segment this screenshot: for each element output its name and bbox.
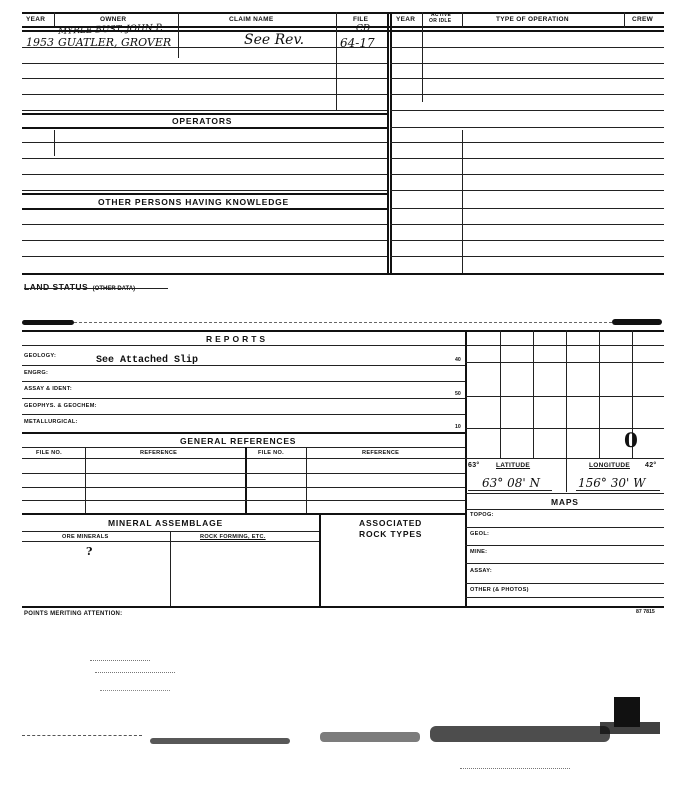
others-knowledge-label: OTHER PERSONS HAVING KNOWLEDGE [98, 197, 290, 207]
col-file-header: FILE [353, 16, 369, 23]
col-active-header-1: ACTIVE [431, 12, 452, 18]
latitude-value: 63° 08' N [482, 476, 540, 490]
col-owner-header: OWNER [100, 16, 127, 23]
col-type-operation-header: TYPE OF OPERATION [496, 16, 569, 23]
col-file-no-header: FILE NO. [36, 450, 63, 456]
report-geophys-label: GEOPHYS. & GEOCHEM: [24, 403, 97, 409]
col-crew-header: CREW [632, 16, 654, 23]
report-geology-value: See Attached Slip [96, 355, 199, 366]
col-year-header: YEAR [26, 16, 46, 23]
col-reference2-header: REFERENCE [362, 450, 400, 456]
associated-rock-types-line1: ASSOCIATED [359, 518, 423, 528]
ore-mark: ? [86, 545, 93, 558]
owner-row-1-owner: MYRLE BUST, JOHN P. [57, 23, 163, 37]
map-mine-label: MINE: [470, 549, 488, 555]
report-assay-label: ASSAY & IDENT: [24, 386, 73, 392]
maps-title: MAPS [551, 497, 579, 507]
report-engrg-label: ENGRG: [24, 370, 49, 376]
mineral-assemblage-title: MINERAL ASSEMBLAGE [108, 518, 223, 528]
form-number: 87 7815 [636, 609, 655, 615]
points-meriting-attention-label: POINTS MERITING ATTENTION: [24, 611, 123, 617]
reports-title: REPORTS [206, 334, 269, 344]
ore-minerals-header: ORE MINERALS [62, 534, 109, 540]
col-claim-name-header: CLAIM NAME [229, 16, 274, 23]
map-geol-label: GEOL: [470, 531, 490, 537]
col-active-header-2: OR IDLE [429, 18, 452, 24]
col-reference-header: REFERENCE [140, 450, 178, 456]
latitude-label: LATITUDE [496, 462, 531, 469]
report-geology-num: 40 [455, 357, 461, 363]
owner-row-2-claim: See Rev. [244, 32, 305, 48]
land-status-subtitle: (OTHER DATA) [92, 286, 136, 292]
report-geology-label: GEOLOGY: [24, 353, 57, 359]
owner-row-2-owner: GUATLER, GROVER [58, 36, 172, 49]
associated-rock-types-line2: ROCK TYPES [359, 529, 423, 539]
longitude-label: LONGITUDE [589, 462, 630, 469]
land-status-title: LAND STATUS [24, 282, 89, 292]
col-year2-header: YEAR [396, 16, 416, 23]
owner-row-2-file: 64-17 [340, 36, 375, 50]
long-degree-label: 42° [645, 462, 657, 469]
owner-row-1-file: CD [356, 24, 371, 34]
col-file-no2-header: FILE NO. [258, 450, 285, 456]
operators-label: OPERATORS [172, 116, 233, 126]
lat-degree-label: 63° [468, 462, 480, 469]
report-metallurgical-label: METALLURGICAL: [24, 419, 78, 425]
report-metallurgical-num: 10 [455, 424, 461, 430]
general-references-title: GENERAL REFERENCES [180, 436, 297, 446]
map-topog-label: TOPOG: [470, 512, 494, 518]
owner-row-2-year: 1953 [26, 36, 54, 49]
longitude-value: 156° 30' W [578, 476, 646, 490]
map-assay-label: ASSAY: [470, 568, 493, 574]
report-assay-num: 50 [455, 391, 461, 397]
grid-mark: 0 [624, 428, 638, 452]
map-other-label: OTHER (& PHOTOS) [470, 587, 529, 593]
rock-forming-header: ROCK FORMING, ETC. [200, 534, 266, 540]
land-status [24, 277, 135, 295]
